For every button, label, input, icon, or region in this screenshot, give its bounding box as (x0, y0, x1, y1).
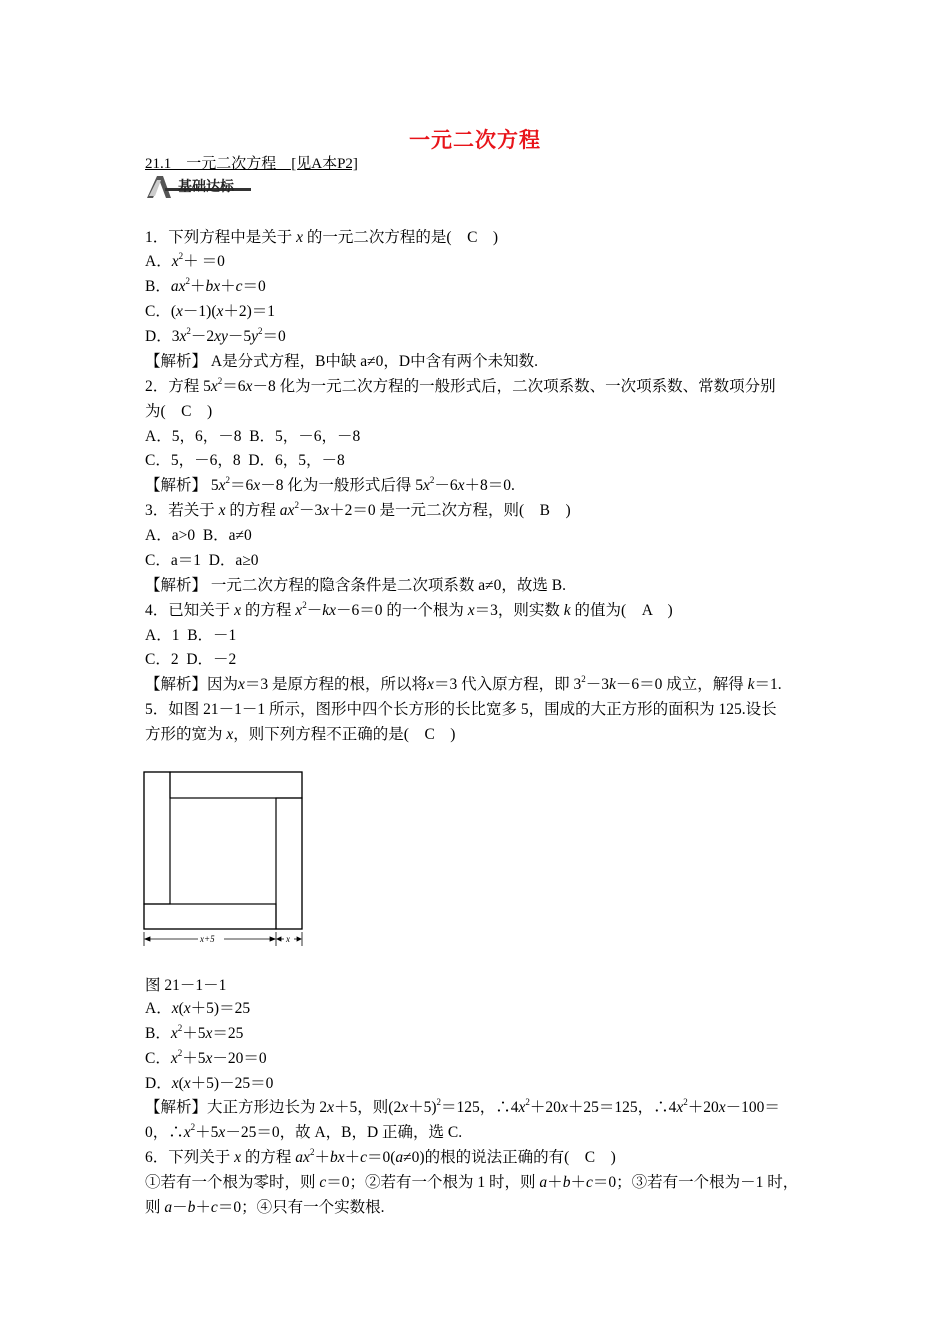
q2-options-ab: A．5，6，－8 B．5，－6，－8 (145, 428, 361, 445)
rect-bottom (144, 904, 276, 929)
rect-right (276, 798, 302, 929)
q4-options-cd: C．2 D．－2 (145, 651, 237, 668)
fig-label-right: x (286, 934, 290, 944)
badge-label: 基础达标 (178, 179, 234, 195)
q1-option-c: C．(x－1)(x＋2)＝1 (145, 303, 276, 320)
fig-label-left: x+5 (200, 934, 215, 944)
q5-option-c: C．$x^2+5x-20=0$ (145, 1048, 267, 1067)
q3-explanation: 【解析】 一元二次方程的隐含条件是二次项系数 a≠0，故选 B. (145, 577, 566, 594)
outer-square (144, 772, 302, 929)
q1-option-a: A．$x^2+ =0$ (145, 251, 225, 270)
q5-option-b: B．$x^2+5x=25$ (145, 1023, 244, 1042)
q1-option-d: D．$3x^2-2xy-5y^2=0$ (145, 326, 286, 345)
badge-basic-icon (145, 174, 255, 200)
q5-stem: 5．如图 21－1－1 所示，图形中四个长方形的长比宽多 5，围成的大正方形的面积为 125.设长 (145, 701, 777, 718)
q6-statements-cont: 则 a－b＋c＝0；④只有一个实数根. (145, 1199, 385, 1216)
q4-explanation: 【解析】因为x＝3 是原方程的根，所以将x＝3 代入原方程，即 $3^2-3k-6=0$ 成立，解得 k＝1. (145, 674, 782, 693)
q2-stem: 2．方程 $5x^2=6x-8$ 化为一元二次方程的一般形式后，二次项系数、一次项系数、常数项分别 (145, 376, 776, 395)
rect-left (144, 772, 170, 904)
dimension-lines (144, 932, 302, 946)
q5-stem-cont: 方形的宽为 x，则下列方程不正确的是( C ) (145, 726, 456, 743)
section-heading: 21.1 一元二次方程 [见A本P2] (145, 156, 358, 172)
q1-explanation: 【解析】 A是分式方程，B中缺 a≠0，D中含有两个未知数. (145, 353, 538, 370)
q4-stem: 4．已知关于 x 的方程 $x^2-kx-6=0$ 的一个根为 x＝3，则实数 k 的值为( A ) (145, 600, 673, 619)
square-figure (142, 770, 307, 950)
q2-explanation: 【解析】 $5x^2=6x-8$ 化为一般形式后得 $5x^2-6x+8=0$. (145, 475, 515, 494)
q1-stem: 1．下列方程中是关于 x 的一元二次方程的是( C ) (145, 229, 499, 246)
q1-option-b: B．$ax^2+bx+c=0$ (145, 276, 266, 295)
q5-option-d: D．x(x＋5)－25＝0 (145, 1075, 274, 1092)
q5-option-a: A．x(x＋5)＝25 (145, 1000, 251, 1017)
q2-stem-cont: 为( C ) (145, 403, 213, 420)
q3-options-cd: C．a＝1 D．a≥0 (145, 552, 259, 569)
q6-stem: 6．下列关于 x 的方程 $ax^2+bx+c=0(a\ne 0)$的根的说法正确的有( C ) (145, 1147, 616, 1166)
figure-caption: 图 21－1－1 (145, 977, 227, 994)
q2-options-cd: C．5，－6，8 D．6，5，－8 (145, 452, 345, 469)
q5-explanation-cont: 0，$\therefore x^2+5x-25=0$，故 A，B，D 正确，选 C. (145, 1122, 463, 1141)
q3-options-ab: A．a>0 B．a≠0 (145, 527, 252, 544)
q4-options-ab: A．1 B．－1 (145, 627, 237, 644)
page-title: 一元二次方程 (409, 128, 541, 152)
q3-stem: 3．若关于 x 的方程 $ax^2-3x+2=0$ 是一元二次方程，则( B ) (145, 500, 571, 519)
q6-statements: ①若有一个根为零时，则 c＝0；②若有一个根为 1 时，则 a＋b＋c＝0；③若有一个根为－1 时， (145, 1174, 799, 1191)
rect-top (170, 772, 302, 798)
q5-explanation: 【解析】大正方形边长为 2x＋5，则$(2x+5)^2=125$，$\therefore 4x^2+20x+25=125$，$\therefore 4x^2+20x-100=$ (145, 1097, 780, 1116)
